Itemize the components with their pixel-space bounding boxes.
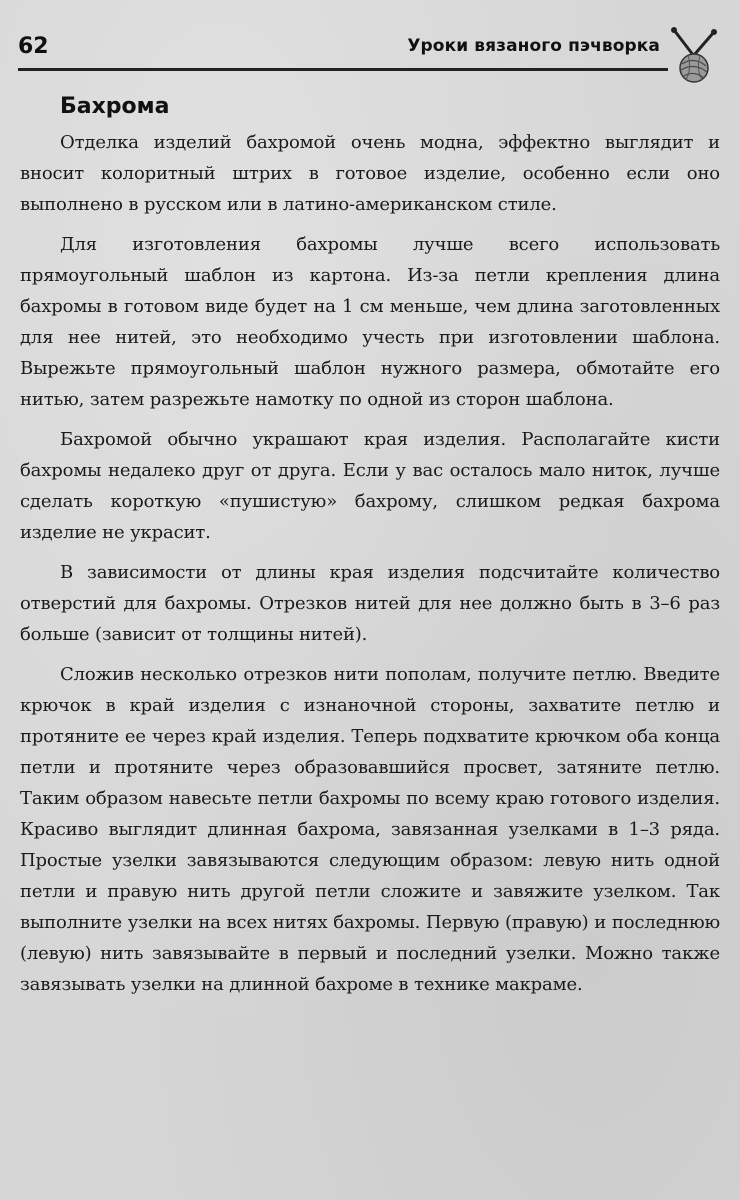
- page-number: 62: [18, 34, 49, 59]
- paragraph: В зависимости от длины края изделия подсчитайте количество отверстий для бахромы. Отрезков нитей для нее должно быть в 3–6 раз больше (зависит от толщины нитей).: [20, 562, 720, 645]
- running-title: Уроки вязаного пэчворка: [407, 36, 660, 56]
- page-header: [18, 26, 722, 86]
- page-content: [20, 94, 720, 1009]
- paragraph: Отделка изделий бахромой очень модна, эффектно выглядит и вносит колоритный штрих в готовое изделие, особенно если оно выполнено в русском или в латино-американском стиле.: [20, 132, 720, 215]
- header-rule: [18, 68, 668, 71]
- paragraph: Для изготовления бахромы лучше всего использовать прямоугольный шаблон из картона. Из-за петли крепления длина бахромы в готовом виде будет на 1 см меньше, чем длина заготовленных для нее нитей, это необходимо учесть при изготовлении шаблона. Вырежьте прямоугольный шаблон нужного размера, обмотайте его нитью, затем разрежьте намотку по одной из сторон шаблона.: [20, 234, 720, 410]
- yarn-ball-icon: [662, 26, 722, 86]
- paragraph: Бахромой обычно украшают края изделия. Располагайте кисти бахромы недалеко друг от друга. Если у вас осталось мало ниток, лучше сделать короткую «пушистую» бахрому, слишком редкая бахрома изделие не украсит.: [20, 429, 720, 543]
- paragraph: Сложив несколько отрезков нити пополам, получите петлю. Введите крючок в край изделия с изнаночной стороны, захватите петлю и протяните ее через край изделия. Теперь подхватите крючком оба конца петли и протяните через образовавшийся просвет, затяните петлю. Таким образом навесьте петли бахромы по всему краю готового изделия. Красиво выглядит длинная бахрома, завязанная узелками в 1–3 ряда. Простые узелки завязываются следующим образом: левую нить одной петли и правую нить другой петли сложите и завяжите узелком. Так выполните узелки на всех нитях бахромы. Первую (правую) и последнюю (левую) нить завязывайте в первый и последний узелки. Можно также завязывать узелки на длинной бахроме в технике макраме.: [20, 664, 720, 995]
- section-title: Бахрома: [60, 94, 170, 119]
